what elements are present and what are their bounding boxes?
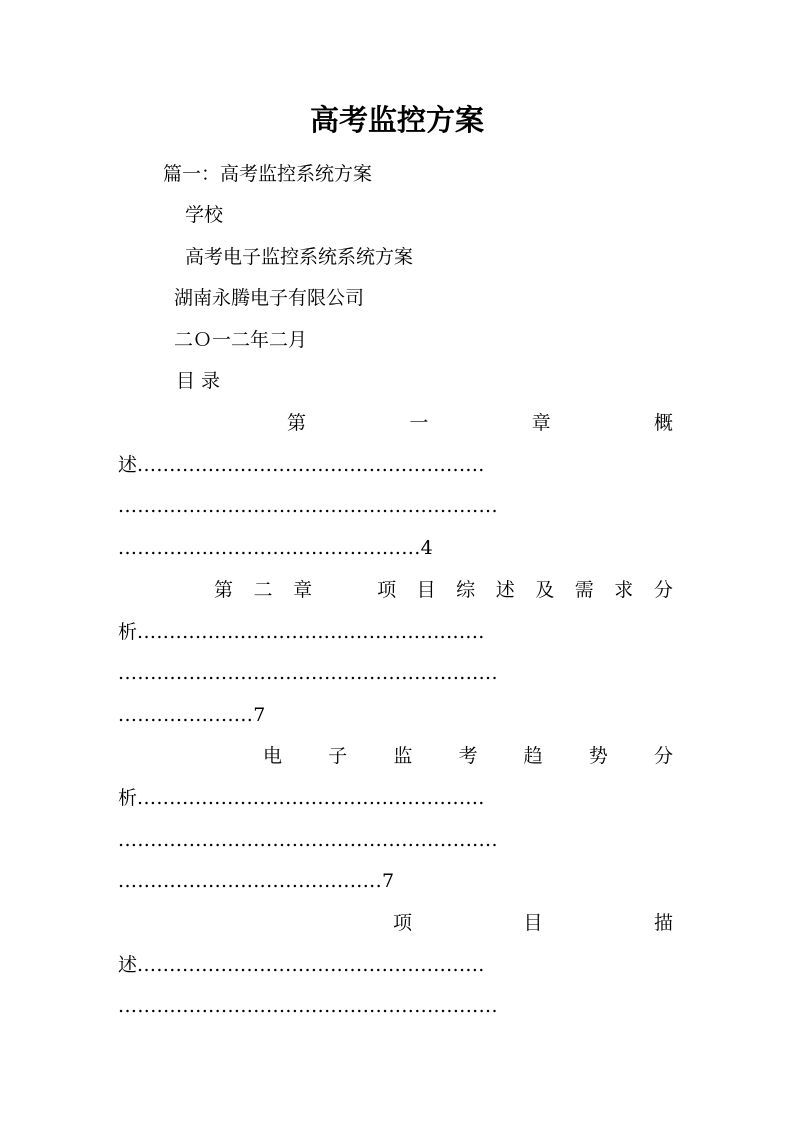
- toc-word: 及: [535, 579, 555, 601]
- toc-entry-4-leader-1: 述......................................................: [118, 954, 485, 976]
- toc-entry-1-heading: [287, 411, 673, 435]
- toc-lead-char: 析: [118, 621, 138, 643]
- date-line: 二Ｏ一二年二月: [174, 329, 308, 351]
- document-title: 高考监控方案: [309, 103, 484, 137]
- toc-page-number: 4: [420, 537, 433, 559]
- toc-word: 章: [531, 412, 551, 434]
- toc-entry-2-heading: [214, 578, 673, 602]
- school-label: 学校: [185, 204, 224, 226]
- toc-entry-1-leader-1: 述......................................................: [118, 454, 485, 476]
- toc-lead-char: 述: [118, 954, 138, 976]
- toc-lead-char: 析: [118, 787, 138, 809]
- toc-word: 趋: [523, 745, 543, 767]
- toc-heading: 目 录: [176, 370, 221, 392]
- toc-word: 求: [614, 579, 634, 601]
- toc-word: 述: [495, 579, 515, 601]
- toc-word: 子: [328, 745, 348, 767]
- toc-word: 二: [253, 579, 273, 601]
- toc-word: 第: [214, 579, 234, 601]
- company-name: 湖南永腾电子有限公司: [174, 287, 365, 309]
- toc-page-number: 7: [253, 704, 266, 726]
- toc-word: 项: [377, 579, 397, 601]
- toc-word: 电: [263, 745, 283, 767]
- toc-entry-3-heading: [263, 744, 673, 768]
- toc-page-number: 7: [382, 870, 395, 892]
- toc-entry-3-leader-3: .........................................7: [118, 870, 395, 892]
- toc-entry-2-leader-1: 析......................................................: [118, 621, 485, 643]
- toc-word: 考: [458, 745, 478, 767]
- section-heading: 篇一：高考监控系统方案: [163, 163, 373, 185]
- toc-word: 目: [416, 579, 436, 601]
- toc-entry-1-leader-3: ...............................................4: [118, 537, 433, 559]
- toc-lead-char: 述: [118, 454, 138, 476]
- toc-word: 第: [287, 412, 307, 434]
- toc-entry-4-leader-2: ...........................................................: [118, 995, 498, 1017]
- toc-word: 需: [574, 579, 594, 601]
- toc-entry-2-leader-2: ...........................................................: [118, 662, 498, 684]
- toc-word: 分: [653, 579, 673, 601]
- toc-word: 综: [456, 579, 476, 601]
- toc-entry-3-leader-2: ...........................................................: [118, 829, 498, 851]
- toc-word: 概: [653, 412, 673, 434]
- toc-word: 章: [293, 579, 313, 601]
- toc-entry-1-leader-2: ...........................................................: [118, 495, 498, 517]
- toc-word: 项: [393, 912, 413, 934]
- toc-word: 势: [588, 745, 608, 767]
- toc-word: 描: [653, 912, 673, 934]
- toc-word: 一: [409, 412, 429, 434]
- toc-word: 分: [653, 745, 673, 767]
- toc-entry-4-heading: [393, 911, 673, 935]
- plan-subtitle: 高考电子监控系统系统方案: [185, 246, 414, 268]
- toc-word: 目: [523, 912, 543, 934]
- toc-entry-3-leader-1: 析......................................................: [118, 787, 485, 809]
- toc-entry-2-leader-3: .....................7: [118, 704, 266, 726]
- toc-word: 监: [393, 745, 413, 767]
